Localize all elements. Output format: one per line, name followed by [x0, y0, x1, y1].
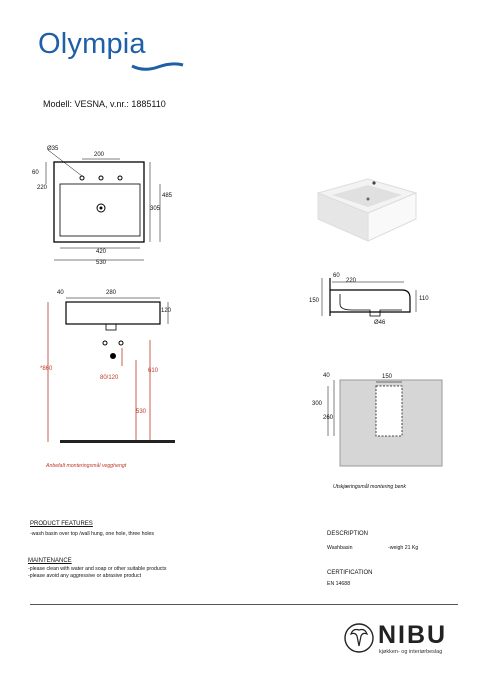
nibu-logo: NIBU — [378, 621, 448, 649]
wall-mount-note: Anbefalt monteringsmål vegghengt — [46, 463, 127, 469]
dim-280: 280 — [106, 290, 117, 296]
dim-80-120: 80/120 — [100, 375, 119, 381]
dim-300: 300 — [312, 401, 323, 407]
features-text: -wash basin over top /wall hung, one hole, three holes — [30, 531, 155, 537]
dim-150-side: 150 — [309, 298, 320, 304]
description-item: Washbasin — [327, 545, 353, 551]
dim-40-front: 40 — [57, 290, 64, 296]
dim-220-side: 220 — [346, 278, 357, 284]
dim-530: 530 — [96, 260, 107, 266]
dim-220: 220 — [37, 185, 48, 191]
description-title: DESCRIPTION — [327, 531, 369, 537]
dim-d35: Ø35 — [47, 146, 59, 152]
nibu-ram-icon — [343, 622, 375, 654]
maintenance-line-2: -please avoid any aggressive or abrasive product — [28, 573, 142, 579]
olympia-logo: Olympia — [38, 28, 146, 60]
cutout-note: Utskjæringsmål montering benk — [333, 484, 406, 490]
dim-485: 485 — [162, 193, 173, 199]
dim-420: 420 — [96, 249, 107, 255]
maintenance-title: MAINTENANCE — [28, 558, 72, 564]
dim-305: 305 — [150, 206, 161, 212]
dim-530-front: 530 — [136, 409, 147, 415]
dim-150-cutout: 150 — [382, 374, 393, 380]
dim-610: 610 — [148, 368, 159, 374]
model-title: Modell: VESNA, v.nr.: 1885110 — [43, 99, 166, 109]
dim-60-side: 60 — [333, 273, 340, 279]
certification-title: CERTIFICATION — [327, 570, 373, 576]
dim-260: 260 — [323, 415, 334, 421]
dim-110-side: 110 — [419, 296, 429, 302]
dim-200: 200 — [94, 152, 105, 158]
certification-value: EN 14688 — [327, 581, 351, 587]
description-weight: -weigh 21 Kg — [388, 545, 419, 551]
washbasin-photo — [312, 165, 424, 250]
nibu-tagline: kjøkken- og interiørbeslag — [379, 649, 443, 655]
logo-wave-icon — [130, 60, 185, 74]
footer-divider — [30, 604, 458, 605]
top-view-drawing — [30, 140, 190, 272]
dim-d46: Ø46 — [374, 320, 386, 326]
maintenance-line-1: -please clean with water and soap or other suitable products — [28, 566, 167, 572]
dim-860: *860 — [40, 366, 53, 372]
features-title: PRODUCT FEATURES — [30, 521, 93, 527]
dim-40-cutout: 40 — [323, 373, 330, 379]
dim-60: 60 — [32, 170, 39, 176]
dim-120: 120 — [161, 308, 172, 314]
front-view-drawing — [40, 290, 180, 450]
